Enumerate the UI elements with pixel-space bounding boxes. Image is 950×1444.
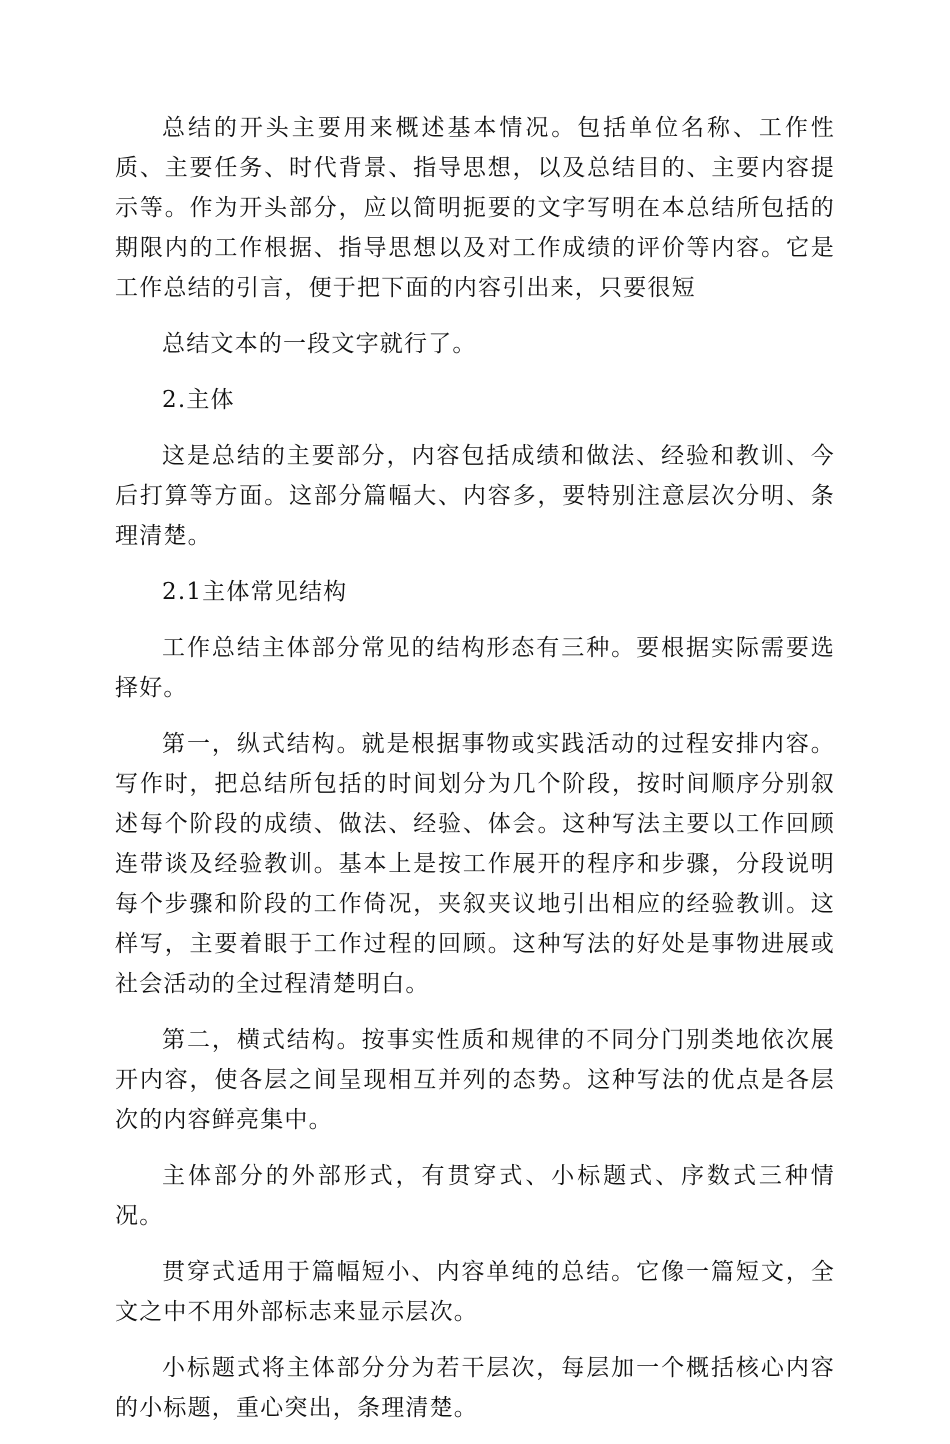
paragraph-subheading-form: 小标题式将主体部分分为若干层次，每层加一个概括核心内容的小标题，重心突出，条理清楚。 [115, 1355, 835, 1421]
subsection-heading-common-structure: 2.1主体常见结构 [162, 579, 348, 605]
paragraph-opening-continuation: 总结文本的一段文字就行了。 [162, 331, 477, 357]
paragraph-structure-types: 工作总结主体部分常见的结构形态有三种。要根据实际需要选择好。 [115, 635, 835, 701]
section-heading-main-body: 2.主体 [162, 387, 235, 413]
paragraph-horizontal-structure: 第二，横式结构。按事实性质和规律的不同分门别类地依次展开内容，使各层之间呈现相互并列的态势。这种写法的优点是各层次的内容鲜亮集中。 [115, 1027, 835, 1133]
paragraph-opening-overview: 总结的开头主要用来概述基本情况。包括单位名称、工作性质、主要任务、时代背景、指导思想，以及总结目的、主要内容提示等。作为开头部分，应以简明扼要的文字写明在本总结所包括的期限内的工作根据、指导思想以及对工作成绩的评价等内容。它是工作总结的引言，便于把下面的内容引出来，只要很短 [115, 115, 835, 301]
paragraph-external-forms: 主体部分的外部形式，有贯穿式、小标题式、序数式三种情况。 [115, 1163, 835, 1229]
paragraph-main-body-intro: 这是总结的主要部分，内容包括成绩和做法、经验和教训、今后打算等方面。这部分篇幅大、内容多，要特别注意层次分明、条理清楚。 [115, 443, 835, 549]
paragraph-vertical-structure: 第一，纵式结构。就是根据事物或实践活动的过程安排内容。写作时，把总结所包括的时间划分为几个阶段，按时间顺序分别叙述每个阶段的成绩、做法、经验、体会。这种写法主要以工作回顾连带谈及经验教训。基本上是按工作展开的程序和步骤，分段说明每个步骤和阶段的工作倚况，夹叙夹议地引出相应的经验教训。这样写，主要着眼于工作过程的回顾。这种写法的好处是事物进展或社会活动的全过程清楚明白。 [115, 731, 835, 997]
paragraph-continuous-form: 贯穿式适用于篇幅短小、内容单纯的总结。它像一篇短文，全文之中不用外部标志来显示层次。 [115, 1259, 835, 1325]
document-body [115, 108, 835, 1444]
